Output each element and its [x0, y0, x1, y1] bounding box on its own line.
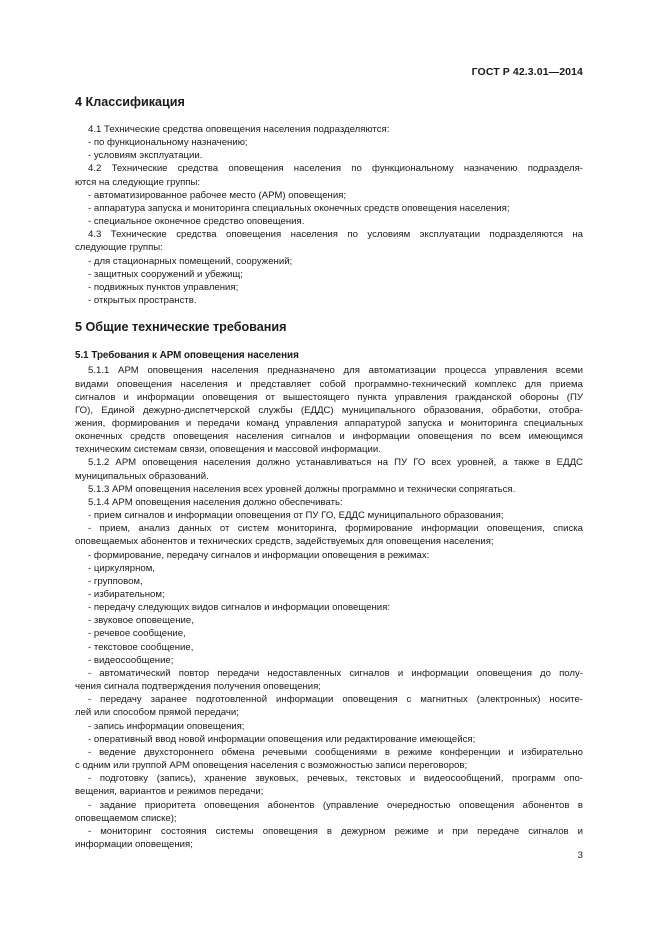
text-line: - передачу заранее подготовленной информации оповещения с магнитных (электронных) носите-: [88, 694, 583, 706]
text-line: ются на следующие группы:: [75, 176, 201, 188]
text-line: - подготовку (запись), хранение звуковых, речевых, текстовых и видеосообщений, программ опо-: [88, 773, 583, 785]
text-line: оконечных средств оповещения населения сигналов и информации оповещения по всем имеющимся: [75, 431, 583, 443]
text-line: - оперативный ввод новой информации оповещения или редактирование имеющейся;: [88, 733, 476, 745]
section-4-title: 4 Классификация: [75, 95, 185, 109]
text-line: - прием, анализ данных от систем мониторинга, формирование информации оповещения, списка: [88, 523, 583, 535]
text-line: техническим системам связи, оповещения и массовой информации.: [75, 444, 381, 456]
text-line: 5.1.2 АРМ оповещения населения должно устанавливаться на ПУ ГО всех уровней, а также в ЕДДС: [88, 457, 583, 469]
text-line: - передачу следующих видов сигналов и информации оповещения:: [88, 602, 390, 614]
text-line: 4.2 Технические средства оповещения населения по функциональному назначению подразделя-: [88, 163, 583, 175]
text-line: - условиям эксплуатации.: [88, 150, 203, 162]
text-line: - групповом,: [88, 575, 143, 587]
text-line: 5.1.4 АРМ оповещения населения должно обеспечивать:: [88, 496, 343, 508]
text-line: 5.1.1 АРМ оповещения населения предназначено для автоматизации процесса управления всеми: [88, 365, 583, 377]
text-line: видами оповещения населения и представляет собой программно-технический комплекс для приема: [75, 378, 583, 390]
text-line: - для стационарных помещений, сооружений;: [88, 255, 293, 267]
text-line: вещения, вариантов и режимов передачи;: [75, 786, 264, 798]
text-line: - видеосообщение;: [88, 654, 174, 666]
section-5-title: 5 Общие технические требования: [75, 320, 287, 335]
text-line: чения сигнала подтверждения получения оповещения;: [75, 681, 321, 693]
text-line: - задание приоритета оповещения абонентов (управление очередностью оповещения абонентов в: [88, 799, 583, 811]
text-line: - формирование, передачу сигналов и информации оповещения в режимах:: [88, 549, 430, 561]
text-line: - открытых пространств.: [88, 295, 197, 307]
standard-number: ГОСТ Р 42.3.01—2014: [471, 66, 583, 78]
text-line: с одним или группой АРМ оповещения населения с возможностью записи переговоров;: [75, 760, 468, 772]
text-line: следующие группы:: [75, 242, 163, 254]
text-line: ГО), Единой дежурно-диспетчерской службы (ЕДДС) муниципального образования, обработки, отобра-: [75, 404, 583, 416]
text-line: оповещаемом списке);: [75, 812, 177, 824]
text-line: муниципальных образований.: [75, 470, 209, 482]
section-5-body: [75, 364, 583, 851]
text-line: - специальное оконечное средство оповещения.: [88, 216, 305, 228]
text-line: - прием сигналов и информации оповещения от ПУ ГО, ЕДДС муниципального образования;: [88, 510, 504, 522]
section-4-body: [75, 123, 583, 307]
text-line: - автоматизированное рабочее место (АРМ) оповещения;: [88, 189, 347, 201]
text-line: - автоматический повтор передачи недоставленных сигналов и информации оповещения до полу-: [88, 667, 583, 679]
document-body: [75, 94, 583, 851]
page-number: 3: [577, 850, 583, 861]
text-line: - речевое сообщение,: [88, 628, 186, 640]
text-line: оповещаемых абонентов и технических средств, задействуемых для оповещения населения;: [75, 536, 494, 548]
text-line: - текстовое сообщение,: [88, 641, 194, 653]
section-5-1-title: 5.1 Требования к АРМ оповещения населения: [75, 350, 299, 362]
text-line: - избирательном;: [88, 589, 165, 600]
text-line: - аппаратура запуска и мониторинга специальных оконечных средств оповещения населения;: [88, 202, 510, 214]
text-line: - звуковое оповещение,: [88, 615, 194, 627]
text-line: - по функциональному назначению;: [88, 137, 248, 149]
text-line: информации оповещения;: [75, 838, 193, 850]
text-line: лей или способом прямой передачи;: [75, 707, 239, 719]
text-line: жения, формирования и передачи команд управления аппаратурой запуска и мониторинга специальных: [75, 417, 583, 429]
text-line: - мониторинг состояния системы оповещения в дежурном режиме и при передаче сигналов и: [88, 825, 583, 837]
text-line: - циркулярном,: [88, 562, 155, 574]
text-line: 5.1.3 АРМ оповещения населения всех уровней должны программно и технически сопрягаться.: [88, 483, 516, 495]
text-line: - ведение двухстороннего обмена речевыми сообщениями в режиме конференции и избирательно: [88, 746, 583, 758]
text-line: - защитных сооружений и убежищ;: [88, 268, 243, 280]
text-line: - запись информации оповещения;: [88, 720, 245, 732]
text-line: - подвижных пунктов управления;: [88, 281, 239, 293]
text-line: сигналов и информации оповещения от вышестоящего пункта управления гражданской обороны (ПУ: [75, 391, 583, 403]
text-line: 4.3 Технические средства оповещения населения по условиям эксплуатации подразделяются на: [88, 229, 583, 241]
text-line: 4.1 Технические средства оповещения населения подразделяются:: [88, 124, 390, 135]
